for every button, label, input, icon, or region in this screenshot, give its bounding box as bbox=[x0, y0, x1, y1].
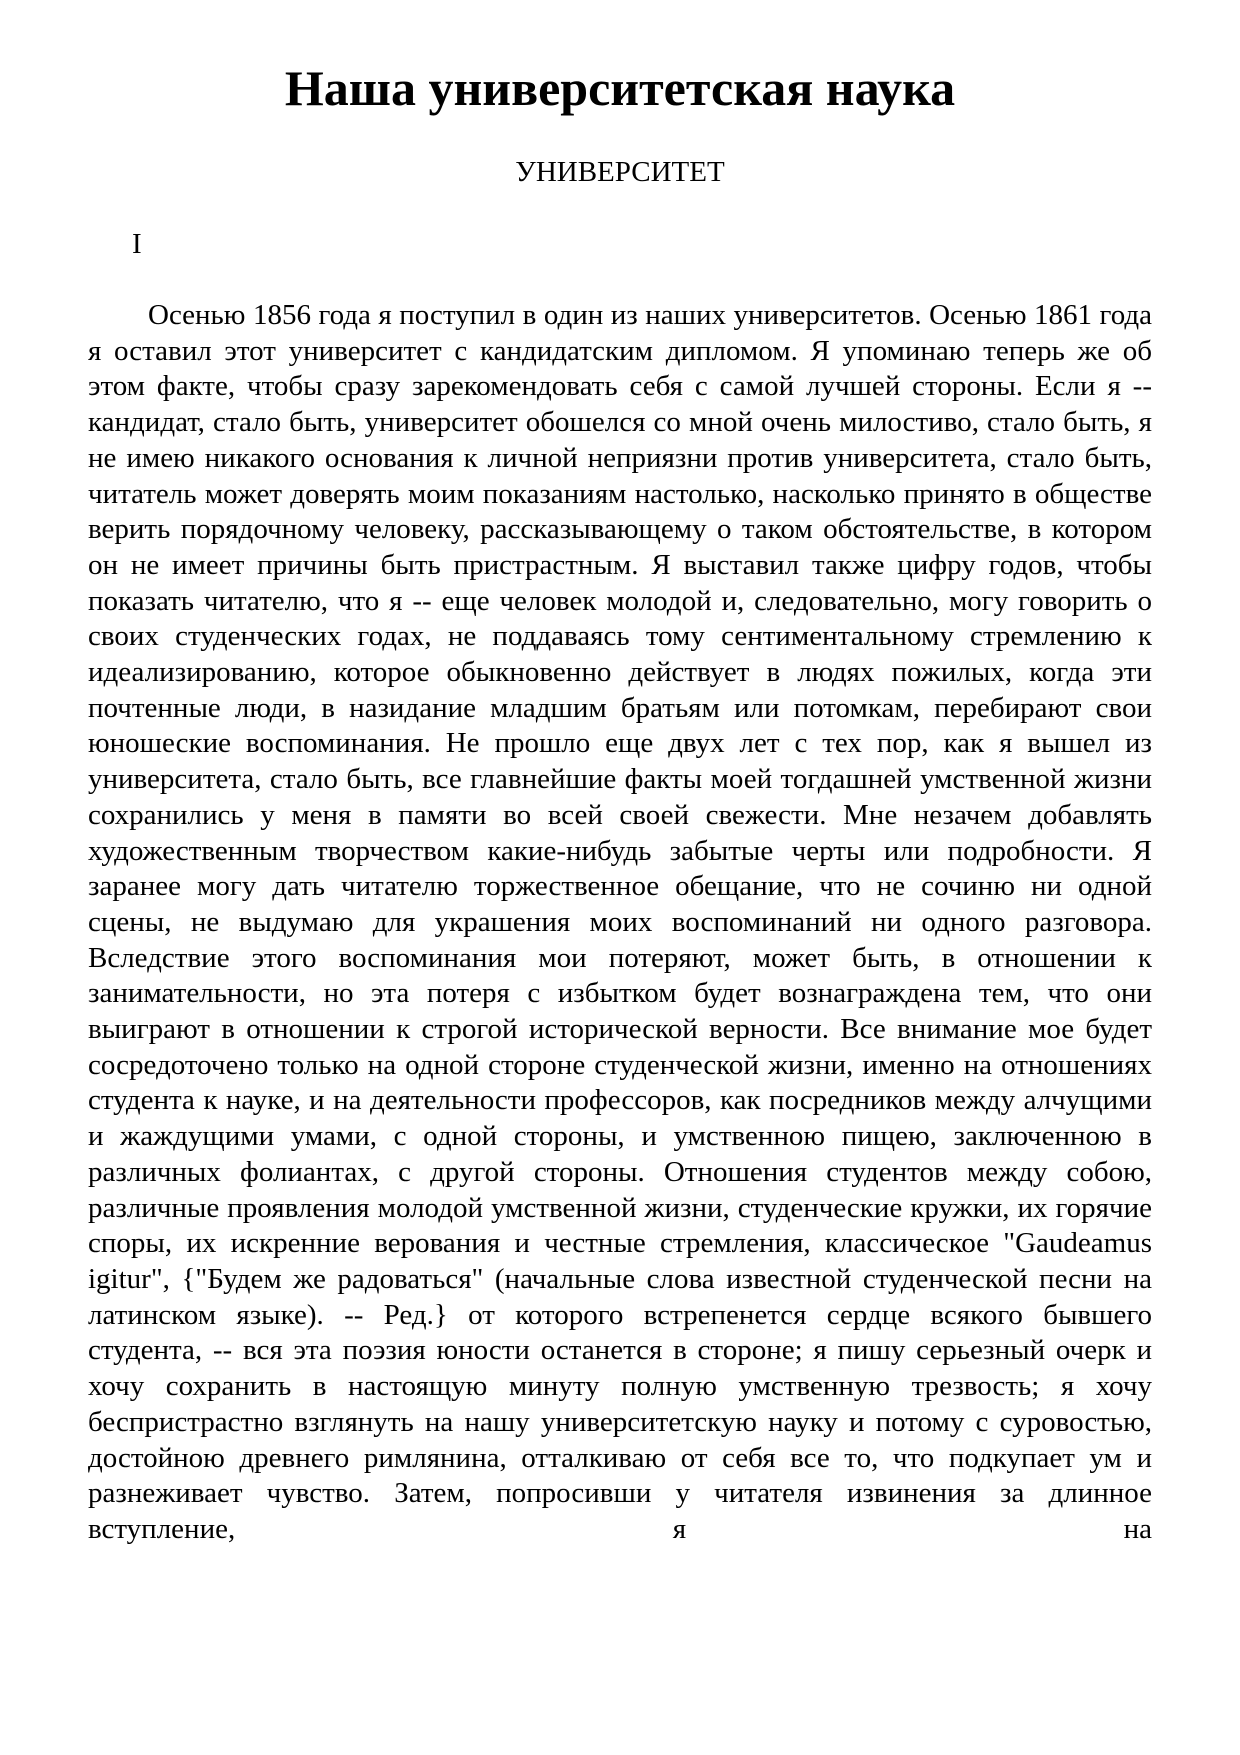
section-number: I bbox=[132, 228, 142, 260]
document-title: Наша университетская наука bbox=[284, 60, 956, 116]
chapter-heading: УНИВЕРСИТЕТ bbox=[515, 156, 725, 188]
body-paragraph: Осенью 1856 года я поступил в один из наших университетов. Осенью 1861 года я оставил этот университет с кандидатским дипломом. Я упоминаю теперь же об этом факте, чтобы сразу зарекомендовать себя с самой лучшей стороны. Если я -- кандидат, стало быть, университет обошелся со мной очень милостиво, стало быть, я не имею никакого основания к личной неприязни против университета, стало быть, читатель может доверять моим показаниям настолько, насколько принято в обществе верить порядочному человеку, рассказывающему о таком обстоятельстве, в котором он не имеет причины быть пристрастным. Я выставил также цифру годов, чтобы показать читателю, что я -- еще человек молодой и, следовательно, могу говорить о своих студенческих годах, не поддаваясь тому сентиментальному стремлению к идеализированию, которое обыкновенно действует в людях пожилых, когда эти почтенные люди, в назидание младшим братьям или потомкам, перебирают свои юношеские воспоминания. Не прошло еще двух лет с тех пор, как я вышел из университета, стало быть, все главнейшие факты моей тогдашней умственной жизни сохранились у меня в памяти во всей своей свежести. Мне незачем добавлять художественным творчеством какие-нибудь забытые черты или подробности. Я заранее могу дать читателю торжественное обещание, что не сочиню ни одной сцены, не выдумаю для украшения моих воспоминаний ни одного разговора. Вследствие этого воспоминания мои потеряют, может быть, в отношении к занимательности, но эта потеря с избытком будет вознаграждена тем, что они выиграют в отношении к строгой исторической верности. Все внимание мое будет сосредоточено только на одной стороне студенческой жизни, именно на отношениях студента к науке, и на деятельности профессоров, как посредников между алчущими и жаждущими умами, с одной стороны, и умственною пищею, заключенною в различных фолиантах, с другой стороны. Отношения студентов между собою, различные проявления молодой умственной жизни, студенческие кружки, их горячие споры, их искренние верования и честные стремления, классическое "Gaudeamus igitur", {"Будем же радоваться" (начальные слова известной студенческой песни на латинском языке). -- Ред.} от которого встрепенется сердце всякого бывшего студента, -- вся эта поэзия юности останется в стороне; я пишу серьезный очерк и хочу сохранить в настоящую минуту полную умственную трезвость; я хочу беспристрастно взглянуть на нашу университетскую науку и потому с суровостью, достойною древнего римлянина, отталкиваю от себя все то, что подкупает ум и разнеживает чувство. Затем, попросивши у читателя извинения за длинное вступление, я на bbox=[88, 299, 1152, 1545]
